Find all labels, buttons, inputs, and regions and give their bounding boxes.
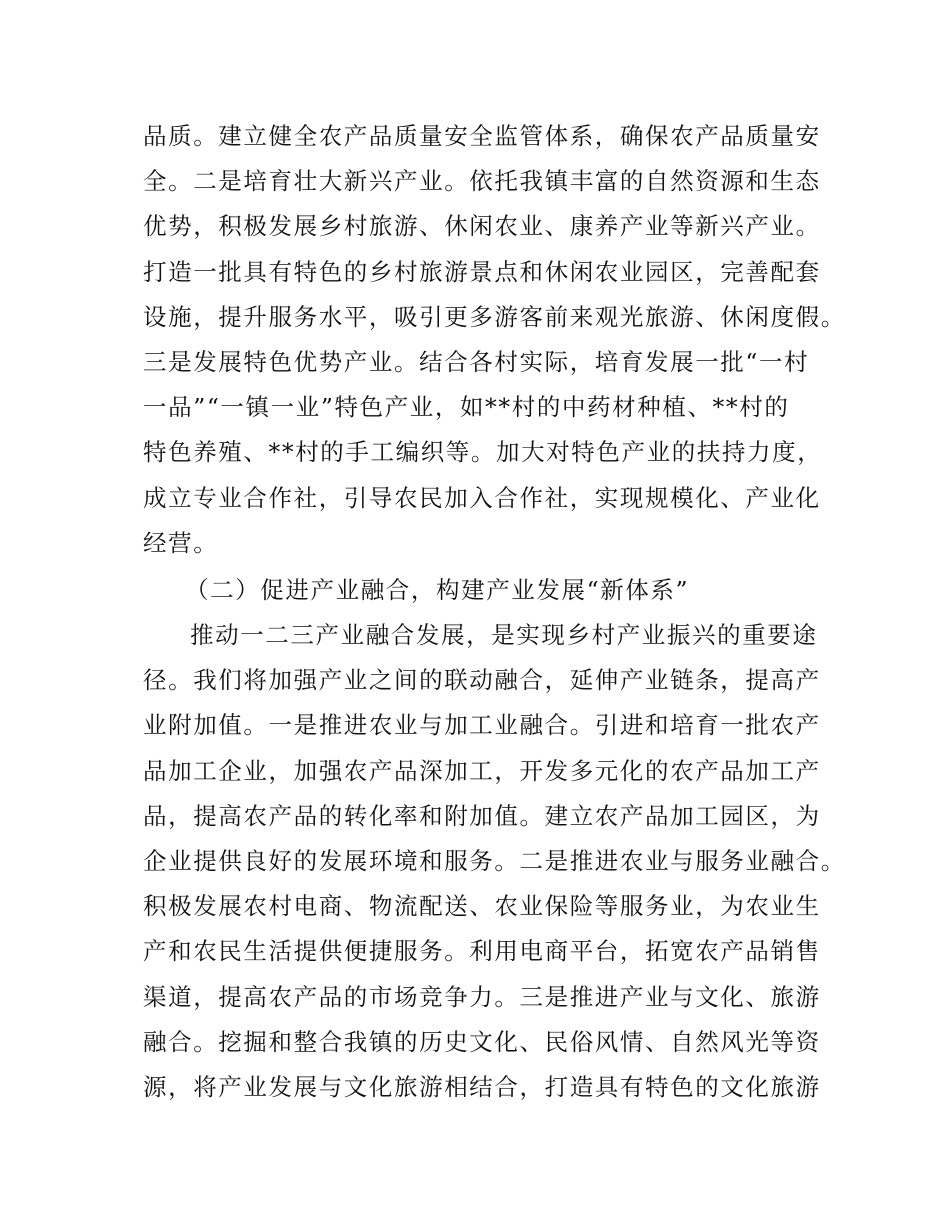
document-body xyxy=(143,114,846,1110)
section-heading: （二）促进产业融合，构建产业发展“新体系” xyxy=(185,575,690,604)
text-line: 全。二是培育壮大新兴产业。依托我镇丰富的自然资源和生态 xyxy=(143,167,821,196)
text-line: 特色养殖、**村的手工编织等。加大对特色产业的扶持力度， xyxy=(143,438,823,467)
text-line: 成立专业合作社，引导农民加入合作社，实现规模化、产业化 xyxy=(143,483,821,512)
text-line: 业附加值。一是推进农业与加工业融合。引进和培育一批农产 xyxy=(143,711,821,740)
text-line: 经营。 xyxy=(143,528,219,557)
text-line: 径。我们将加强产业之间的联动融合，延伸产业链条，提高产 xyxy=(143,666,821,695)
text-line: 一品”“一镇一业”特色产业，如**村的中药材种植、**村的 xyxy=(143,393,790,422)
text-line: 优势，积极发展乡村旅游、休闲农业、康养产业等新兴产业。 xyxy=(143,212,821,241)
text-line: 积极发展农村电商、物流配送、农业保险等服务业，为农业生 xyxy=(143,892,821,921)
text-line: 品质。建立健全农产品质量安全监管体系，确保农产品质量安 xyxy=(143,122,821,150)
text-line: 品加工企业，加强农产品深加工，开发多元化的农产品加工产 xyxy=(143,756,821,785)
text-line: 推动一二三产业融合发展，是实现乡村产业振兴的重要途 xyxy=(190,621,818,650)
text-line: 企业提供良好的发展环境和服务。二是推进农业与服务业融合。 xyxy=(143,847,846,875)
paragraph xyxy=(143,613,846,1110)
text-line: 品，提高农产品的转化率和附加值。建立农产品加工园区，为 xyxy=(143,801,821,830)
text-line: 设施，提升服务水平，吸引更多游客前来观光旅游、休闲度假。 xyxy=(143,302,846,331)
text-line: 三是发展特色优势产业。结合各村实际，培育发展一批“一村 xyxy=(143,347,810,376)
text-line: 打造一批具有特色的乡村旅游景点和休闲农业园区，完善配套 xyxy=(143,257,821,286)
text-line: 渠道，提高农产品的市场竞争力。三是推进产业与文化、旅游 xyxy=(143,982,821,1011)
text-line: 产和农民生活提供便捷服务。利用电商平台，拓宽农产品销售 xyxy=(143,937,821,966)
text-line: 源，将产业发展与文化旅游相结合，打造具有特色的文化旅游 xyxy=(143,1072,821,1101)
paragraph-continued xyxy=(143,114,846,566)
text-line: 融合。挖掘和整合我镇的历史文化、民俗风情、自然风光等资 xyxy=(143,1027,821,1056)
